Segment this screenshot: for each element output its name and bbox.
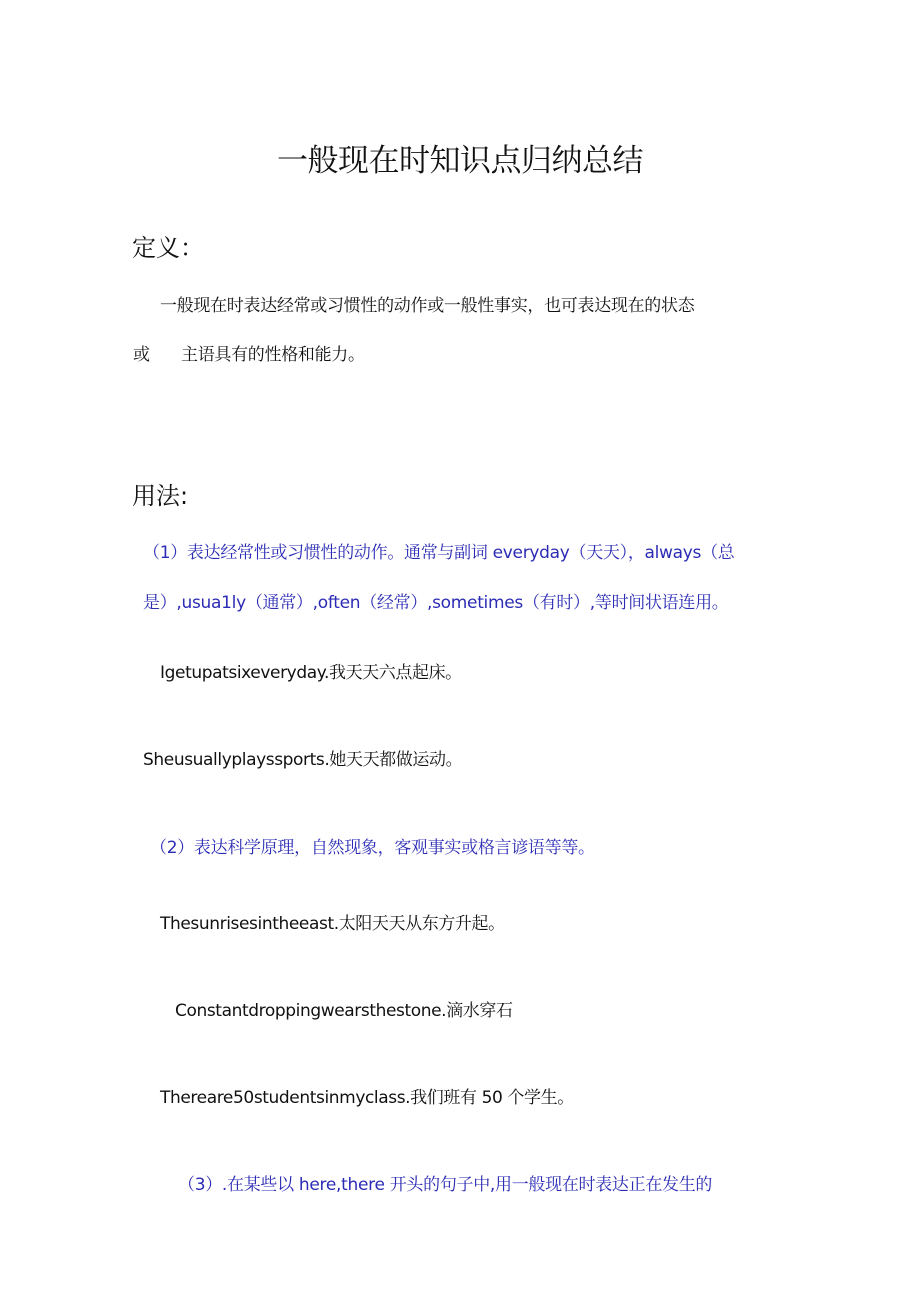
example-5: Thereare50studentsinmyclass.我们班有 50 个学生。: [160, 1088, 574, 1108]
example-1: Igetupatsixeveryday.我天天六点起床。: [160, 663, 462, 683]
example-3: Thesunrisesintheeast.太阳天天从东方升起。: [160, 914, 505, 934]
definition-line-2: 主语具有的性格和能力。: [181, 345, 365, 365]
rule-2: （2）表达科学原理，自然现象，客观事实或格言谚语等等。: [150, 838, 595, 858]
example-2: Sheusuallyplayssports.她天天都做运动。: [143, 750, 463, 770]
usage-heading: 用法:: [132, 482, 189, 510]
rule-1-line-2: 是）,usua1ly（通常）,often（经常）,sometimes（有时）,等时间状语连用。: [143, 593, 729, 613]
page-title: 一般现在时知识点归纳总结: [277, 143, 643, 179]
example-4: Constantdroppingwearsthestone.滴水穿石: [175, 1001, 513, 1021]
definition-line-2-prefix: 或: [133, 345, 150, 365]
rule-1-line-1: （1）表达经常性或习惯性的动作。通常与副词 everyday（天天），always（总: [143, 543, 735, 563]
definition-heading: 定义：: [132, 234, 204, 262]
definition-line-1: 一般现在时表达经常或习惯性的动作或一般性事实，也可表达现在的状态: [160, 296, 695, 316]
rule-3: （3）.在某些以 here,there 开头的句子中,用一般现在时表达正在发生的: [178, 1175, 713, 1195]
